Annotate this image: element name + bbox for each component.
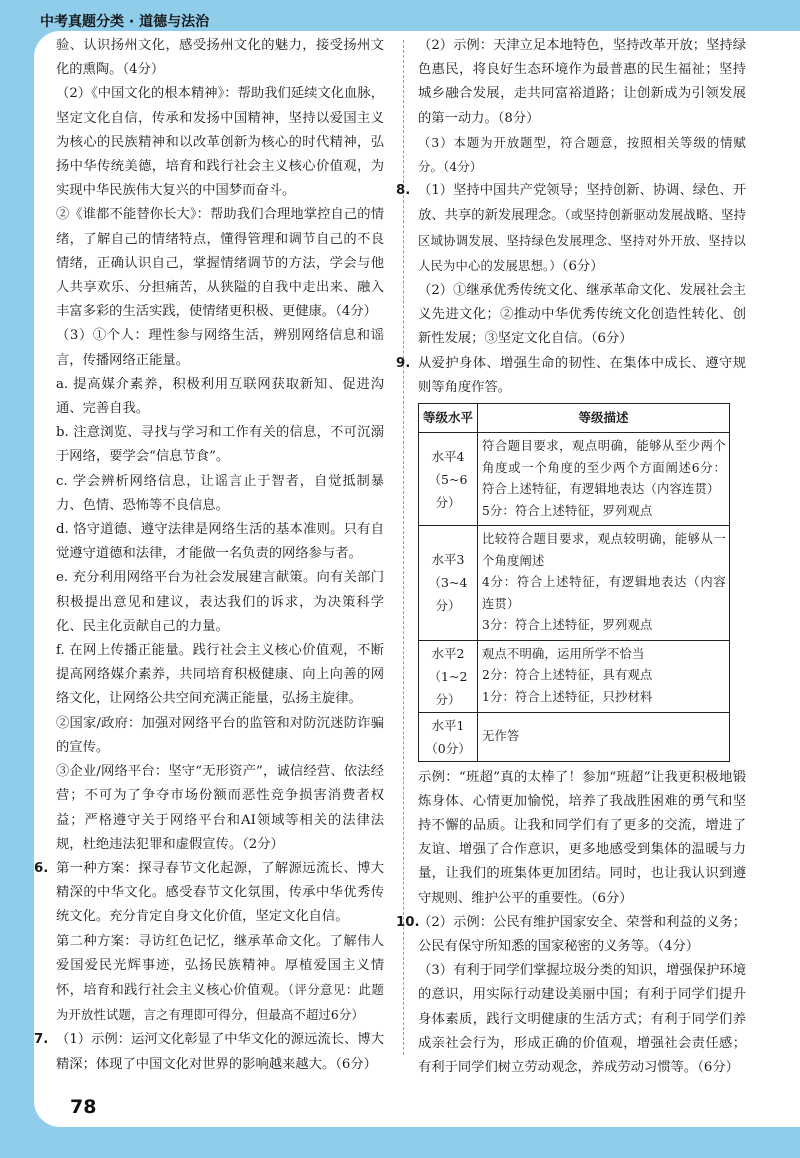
answer-text: （1）坚持中国共产党领导；坚持创新、协调、绿色、开放、共享的新发展理念。 xyxy=(418,183,746,224)
question-number: 9. xyxy=(396,355,411,371)
answer-text: 第二种方案：寻访红色记忆，继承革命文化。了解伟人爱国爱民光辉事迹，弘扬民族精神。厚植爱国主义情怀，培育和践行社会主义核心价值观。 xyxy=(56,933,384,998)
right-column xyxy=(396,34,746,1080)
answer-paragraph: f. 在网上传播正能量。践行社会主义核心价值观，不断提高网络媒介素养，共同培育积极健康、向上向善的网络文化，让网络公共空间充满正能量，弘扬主旋律。 xyxy=(56,643,384,707)
answer-paragraph: 第一种方案：探寻春节文化起源，了解源远流长、博大精深的中华文化。感受春节文化氛围，传承中华优秀传统文化。充分肯定自身文化价值，坚定文化自信。 xyxy=(56,860,384,925)
description-cell xyxy=(478,640,730,712)
answer-paragraph: 示例：“班超”真的太棒了！参加“班超”让我更积极地锻炼身体、心情更加愉悦，培养了我战胜困难的勇气和坚持不懈的品质。让我和同学们有了更多的交流，增进了友谊、增强了合作意识，更多地感受到集体的温暖与力量，让我们的班集体更加团结。同时，也让我认识到遵守规则、维护公平的重要性。（6分） xyxy=(418,769,746,906)
description-line: 4分：符合上述特征，有逻辑地表达（内容连贯） xyxy=(482,575,726,611)
description-line: 1分：符合上述特征，只抄材料 xyxy=(482,689,653,704)
description-line: 3分：符合上述特征，罗列观点 xyxy=(482,618,653,633)
question-number: 7. xyxy=(34,1032,49,1048)
answer-paragraph: b. 注意浏览、寻找与学习和工作有关的信息，不可沉溺于网络，要学会“信息节食”。 xyxy=(56,425,384,465)
question-number: 8. xyxy=(396,183,411,199)
answer-paragraph: e. 充分利用网络平台为社会发展建言献策。向有关部门积极提出意见和建议，表达我们的诉求，为决策科学化、民主化贡献自己的力量。 xyxy=(56,570,384,634)
answer-paragraph: ②《谁都不能替你长大》：帮助我们合理地掌控自己的情绪，了解自己的情绪特点，懂得管理和调节自己的不良情绪，正确认识自己，掌握情绪调节的方法，学会与他人共享欢乐、分担痛苦，从狭隘的自我中走出来、融入丰富多彩的生活实践，使情绪更积极、更健康。（4分） xyxy=(56,207,384,320)
description-line: 5分：符合上述特征，罗列观点 xyxy=(482,503,653,518)
table-header: 等级描述 xyxy=(478,404,730,433)
description-line: 比较符合题目要求，观点较明确，能够从一个角度阐述 xyxy=(482,532,726,568)
answer-paragraph: c. 学会辨析网络信息，让谣言止于智者，自觉抵制暴力、色情、恐怖等不良信息。 xyxy=(56,473,384,513)
table-header-row xyxy=(419,404,730,433)
answer-paragraph: 从爱护身体、增强生命的韧性、在集体中成长、遵守规则等角度作答。 xyxy=(418,355,746,395)
description-cell xyxy=(478,712,730,761)
table-row xyxy=(419,433,730,526)
scoring-note: （评分意见：此题为开放性试题，言之有理即可得分，但最高不超过6分） xyxy=(56,982,385,1023)
question-9 xyxy=(396,352,746,911)
table-row xyxy=(419,640,730,712)
level-name: 水平2 xyxy=(431,645,465,661)
description-cell xyxy=(478,433,730,526)
description-line: 无作答 xyxy=(482,728,520,743)
level-range: （0分） xyxy=(425,740,471,756)
page-header: 中考真题分类 · 道德与法治 xyxy=(40,14,210,30)
question-6 xyxy=(34,857,385,1028)
answer-note: （或坚持创新驱动发展战略、坚持区域协调发展、坚持绿色发展理念、坚持对外开放、坚持以人民为中心的发展思想。） xyxy=(418,208,746,273)
question-10 xyxy=(396,911,746,1080)
level-range: （5~6分） xyxy=(428,471,468,510)
level-name: 水平3 xyxy=(431,552,465,568)
table-row xyxy=(419,712,730,761)
description-line: 2分：符合上述特征，具有观点 xyxy=(482,668,653,683)
left-column xyxy=(34,34,385,1077)
answer-paragraph xyxy=(56,930,384,1029)
answer-paragraph: ③企业/网络平台：坚守“无形资产”，诚信经营、依法经营；不可为了争夺市场份额而恶性竞争损害消费者权益；严格遵守关于网络平台和AI领域等相关的法律法规，杜绝违法犯罪和虚假宣传。（2分） xyxy=(56,764,384,852)
table-row xyxy=(419,526,730,641)
level-cell xyxy=(419,640,478,712)
answer-paragraph: （2）示例：公民有维护国家安全、荣誉和利益的义务；公民有保守所知悉的国家秘密的义务等。（4分） xyxy=(418,914,746,954)
level-range: （1~2分） xyxy=(428,668,468,707)
answer-paragraph: d. 恪守道德、遵守法律是网络生活的基本准则。只有自觉遵守道德和法律，才能做一名负责的网络参与者。 xyxy=(56,522,384,562)
answer-paragraph: （3）①个人：理性参与网络生活，辨别网络信息和谣言，传播网络正能量。 xyxy=(56,328,384,368)
level-name: 水平4 xyxy=(431,448,465,464)
level-range: （3~4分） xyxy=(428,575,468,614)
answer-paragraph: （3）本题为开放题型，符合题意，按照相关等级的情赋分。（4分） xyxy=(418,135,746,175)
answer-paragraph: ②国家/政府：加强对网络平台的监管和对防沉迷防诈骗的宣传。 xyxy=(56,715,384,755)
description-cell xyxy=(478,526,730,641)
description-line: 观点不明确，运用所学不恰当 xyxy=(482,646,645,661)
question-number: 10. xyxy=(396,914,420,930)
question-8 xyxy=(396,179,746,351)
table-header: 等级水平 xyxy=(419,404,478,433)
level-name: 水平1 xyxy=(431,717,465,733)
level-cell xyxy=(419,526,478,641)
answer-paragraph: a. 提高媒介素养，积极利用互联网获取新知、促进沟通、完善自我。 xyxy=(56,376,384,417)
page-number: 78 xyxy=(70,1096,97,1118)
answer-paragraph: （1）示例：运河文化彰显了中华文化的源远流长、博大精深；体现了中国文化对世界的影响越来越大。（6分） xyxy=(56,1032,384,1072)
description-line: 符合题目要求，观点明确，能够从至少两个角度或一个角度的至少两个方面阐述6分：符合上述特征，有逻辑地表达（内容连贯） xyxy=(482,439,726,497)
answer-paragraph: （2）①继承优秀传统文化、继承革命文化、发展社会主义先进文化；②推动中华优秀传统文化创造性转化、创新性发展；③坚定文化自信。（6分） xyxy=(418,283,746,347)
rubric-table xyxy=(418,403,730,762)
answer-paragraph: （2）《中国文化的根本精神》：帮助我们延续文化血脉，坚定文化自信，传承和发扬中国精神，坚持以爱国主义为核心的民族精神和以改革创新为核心的时代精神，弘扬中华传统美德，培育和践行社会主义核心价值观，为实现中华民族伟大复兴的中国梦而奋斗。 xyxy=(56,86,384,199)
answer-paragraph xyxy=(418,179,746,279)
question-number: 6. xyxy=(34,860,49,876)
answer-paragraph: （2）示例：天津立足本地特色，坚持改革开放；坚持绿色惠民，将良好生态环境作为最普惠的民生福祉；坚持城乡融合发展，走共同富裕道路；让创新成为引领发展的第一动力。（8分） xyxy=(418,38,746,126)
answer-paragraph: 验、认识扬州文化，感受扬州文化的魅力，接受扬州文化的熏陶。（4分） xyxy=(56,38,384,78)
level-cell xyxy=(419,433,478,526)
score: （6分） xyxy=(561,258,604,274)
question-7 xyxy=(34,1028,384,1076)
answer-paragraph: （3）有利于同学们掌握垃圾分类的知识，增强保护环境的意识，用实际行动建设美丽中国；有利于同学们提升身体素质，践行文明健康的生活方式；有利于同学们养成亲社会行为，形成正确的价值观，增强社会责任感；有利于同学们树立劳动观念，养成劳动习惯等。（6分） xyxy=(418,963,746,1075)
level-cell xyxy=(419,712,478,761)
